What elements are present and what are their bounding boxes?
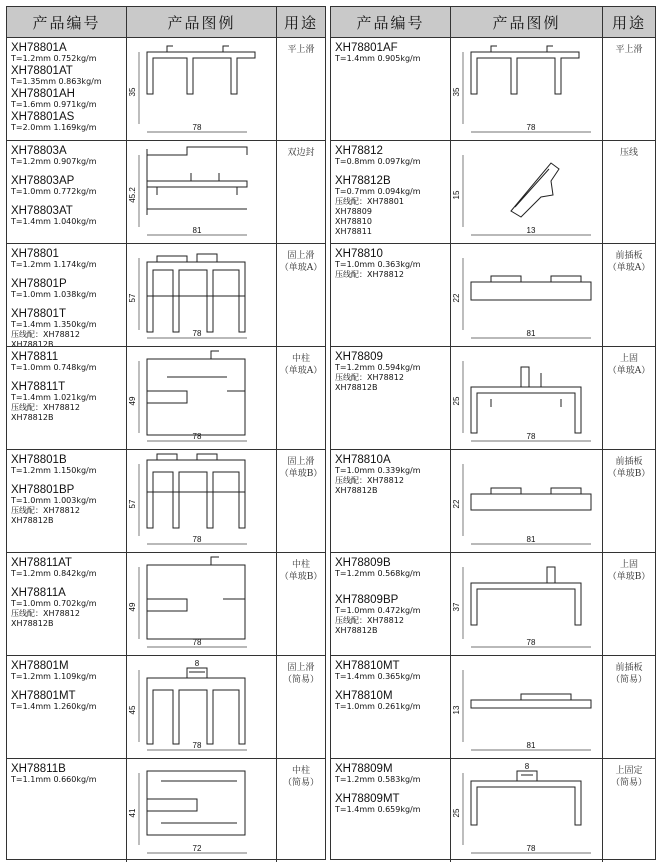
profile-drawing-cell bbox=[451, 244, 603, 346]
usage-text: （单玻A） bbox=[607, 263, 651, 273]
profile-drawing-cell bbox=[127, 759, 277, 862]
paired-model: XH78812 bbox=[367, 476, 404, 485]
width-dimension: 81 bbox=[526, 329, 536, 338]
model-spec: T=1.4mm 1.040kg/m bbox=[11, 217, 97, 226]
model-spec: T=1.0mm 0.748kg/m bbox=[11, 363, 97, 372]
usage-cell bbox=[277, 141, 325, 243]
usage-text: （单玻A） bbox=[607, 366, 651, 376]
model-spec: T=1.2mm 0.583kg/m bbox=[335, 775, 421, 784]
width-dimension: 78 bbox=[526, 432, 536, 441]
model-spec: T=1.35mm 0.863kg/m bbox=[11, 77, 102, 86]
spacer bbox=[11, 197, 123, 204]
model-spec: T=1.2mm 0.752kg/m bbox=[11, 54, 97, 63]
model-spec: T=1.0mm 0.472kg/m bbox=[335, 606, 421, 615]
profile-drawing-cell bbox=[451, 553, 603, 655]
model-number: XH78801AS bbox=[11, 111, 75, 123]
profile-drawing bbox=[127, 244, 277, 346]
profile-outline bbox=[147, 557, 245, 639]
pairing-line bbox=[335, 373, 447, 383]
spacer bbox=[11, 476, 123, 483]
model-spec: T=1.0mm 0.363kg/m bbox=[335, 260, 421, 269]
usage-cell bbox=[603, 450, 655, 552]
usage-text: （单玻B） bbox=[279, 469, 323, 479]
usage-cell bbox=[603, 244, 655, 346]
width-dimension: 78 bbox=[192, 329, 202, 338]
pairing-label: 压线配： bbox=[335, 197, 367, 206]
usage-text: 平上滑 bbox=[615, 45, 643, 55]
product-codes-cell bbox=[7, 141, 127, 243]
height-dimension: 25 bbox=[452, 808, 461, 818]
usage-text: 上固定 bbox=[615, 766, 643, 776]
table-row bbox=[331, 347, 655, 450]
model-spec: T=1.2mm 1.174kg/m bbox=[11, 260, 97, 269]
model-spec: T=1.2mm 0.594kg/m bbox=[335, 363, 421, 372]
width-dimension: 78 bbox=[192, 123, 202, 132]
profile-drawing-cell bbox=[127, 553, 277, 655]
model-spec: T=1.4mm 0.659kg/m bbox=[335, 805, 421, 814]
model-number: XH78801T bbox=[11, 308, 66, 320]
height-dimension: 49 bbox=[128, 396, 137, 406]
usage-cell bbox=[277, 553, 325, 655]
profile-outline bbox=[511, 163, 559, 217]
profile-outline bbox=[147, 668, 245, 744]
profile-outline bbox=[471, 276, 591, 300]
model-spec: T=1.2mm 0.842kg/m bbox=[11, 569, 97, 578]
height-dimension: 22 bbox=[452, 499, 461, 509]
header-use: 用途 bbox=[283, 13, 318, 32]
model-number: XH78810A bbox=[335, 454, 391, 466]
profile-drawing bbox=[451, 141, 603, 243]
pairing-line bbox=[335, 270, 447, 280]
paired-model: XH78812B bbox=[11, 340, 54, 346]
model-number: XH78810MT bbox=[335, 660, 400, 672]
product-codes-cell bbox=[331, 141, 451, 243]
header-drawing: 产品图例 bbox=[451, 7, 603, 37]
header-code: 产品编号 bbox=[331, 7, 451, 37]
model-number: XH78811A bbox=[11, 587, 66, 599]
paired-model: XH78811 bbox=[335, 227, 372, 236]
profile-outline bbox=[471, 367, 581, 433]
product-codes-cell bbox=[7, 759, 127, 862]
profile-outline bbox=[471, 488, 591, 510]
profile-outline bbox=[147, 46, 255, 94]
model-number: XH78801A bbox=[11, 42, 67, 54]
paired-model: XH78810 bbox=[335, 217, 372, 226]
usage-cell bbox=[277, 759, 325, 862]
model-spec: T=1.4mm 1.260kg/m bbox=[11, 702, 97, 711]
product-codes-cell bbox=[7, 244, 127, 346]
model-number: XH78811 bbox=[11, 351, 59, 363]
usage-text: （单玻B） bbox=[279, 572, 323, 582]
pairing-line bbox=[11, 516, 123, 526]
model-number: XH78803AP bbox=[11, 175, 75, 187]
spacer bbox=[335, 167, 447, 174]
height-dimension: 35 bbox=[452, 87, 461, 97]
pairing-line bbox=[11, 506, 123, 516]
table-row bbox=[7, 347, 325, 450]
spacer bbox=[11, 270, 123, 277]
paired-model: XH78812B bbox=[335, 486, 378, 495]
pairing-line bbox=[335, 207, 447, 217]
model-number: XH78803A bbox=[11, 145, 67, 157]
model-number: XH78809 bbox=[335, 351, 383, 363]
profile-drawing-cell bbox=[127, 38, 277, 140]
height-dimension: 25 bbox=[452, 396, 461, 406]
profile-drawing bbox=[127, 38, 277, 140]
model-number: XH78811T bbox=[11, 381, 66, 393]
usage-text: 中柱 bbox=[291, 560, 310, 570]
model-spec: T=1.0mm 0.339kg/m bbox=[335, 466, 421, 475]
usage-cell bbox=[277, 656, 325, 758]
usage-text: （简易） bbox=[282, 778, 319, 788]
usage-cell bbox=[603, 347, 655, 449]
model-spec: T=0.8mm 0.097kg/m bbox=[335, 157, 421, 166]
profile-drawing bbox=[127, 553, 277, 655]
profile-drawing-cell bbox=[451, 141, 603, 243]
model-number: XH78809B bbox=[335, 557, 391, 569]
usage-text: （单玻A） bbox=[279, 366, 323, 376]
product-codes-cell bbox=[331, 759, 451, 862]
profile-outline bbox=[471, 46, 579, 94]
paired-model: XH78812 bbox=[367, 616, 404, 625]
profile-drawing-cell bbox=[451, 347, 603, 449]
model-spec: T=1.0mm 0.772kg/m bbox=[11, 187, 97, 196]
usage-cell bbox=[603, 38, 655, 140]
paired-model: XH78801 bbox=[367, 197, 404, 206]
usage-text: 中柱 bbox=[291, 354, 310, 364]
product-codes-cell bbox=[7, 553, 127, 655]
height-dimension: 35 bbox=[128, 87, 137, 97]
spacer bbox=[335, 586, 447, 593]
model-number: XH78811B bbox=[11, 763, 66, 775]
usage-text: 固上滑 bbox=[287, 663, 315, 673]
model-number: XH78801 bbox=[11, 248, 59, 260]
spacer bbox=[335, 785, 447, 792]
paired-model: XH78812B bbox=[11, 516, 54, 525]
model-spec: T=1.4mm 0.905kg/m bbox=[335, 54, 421, 63]
model-number: XH78801B bbox=[11, 454, 67, 466]
width-dimension: 81 bbox=[526, 535, 536, 544]
width-dimension: 78 bbox=[526, 844, 536, 853]
product-codes-cell bbox=[331, 347, 451, 449]
usage-cell bbox=[277, 450, 325, 552]
usage-cell bbox=[277, 244, 325, 346]
model-spec: T=0.7mm 0.094kg/m bbox=[335, 187, 421, 196]
usage-cell bbox=[603, 553, 655, 655]
usage-text: （简易） bbox=[282, 675, 319, 685]
spacer bbox=[11, 682, 123, 689]
width-dimension: 81 bbox=[526, 741, 536, 750]
spacer bbox=[335, 579, 447, 586]
usage-cell bbox=[603, 141, 655, 243]
model-number: XH78801AF bbox=[335, 42, 398, 54]
paired-model: XH78812B bbox=[11, 619, 54, 628]
product-codes-cell bbox=[331, 450, 451, 552]
model-number: XH78812 bbox=[335, 145, 383, 157]
profile-drawing bbox=[127, 141, 277, 243]
profile-outline bbox=[147, 771, 245, 835]
usage-text: （简易） bbox=[610, 675, 647, 685]
usage-text: 上固 bbox=[619, 354, 638, 364]
model-number: XH78809BP bbox=[335, 594, 399, 606]
pairing-label: 压线配： bbox=[335, 373, 367, 382]
profile-drawing bbox=[127, 759, 277, 861]
height-dimension: 57 bbox=[128, 293, 137, 303]
model-spec: T=1.1mm 0.660kg/m bbox=[11, 775, 97, 784]
profile-drawing bbox=[127, 450, 277, 552]
model-number: XH78801AH bbox=[11, 88, 75, 100]
profile-drawing bbox=[127, 347, 277, 449]
profile-drawing bbox=[451, 656, 603, 758]
usage-text: （单玻B） bbox=[607, 572, 651, 582]
profile-drawing bbox=[451, 553, 603, 655]
model-number: XH78810M bbox=[335, 690, 393, 702]
model-number: XH78803AT bbox=[11, 205, 73, 217]
model-spec: T=1.2mm 0.907kg/m bbox=[11, 157, 97, 166]
profile-drawing bbox=[451, 347, 603, 449]
height-dimension: 13 bbox=[452, 705, 461, 715]
right-catalog-table bbox=[330, 6, 656, 860]
usage-cell bbox=[277, 38, 325, 140]
usage-text: 前插板 bbox=[615, 251, 643, 261]
profile-outline bbox=[147, 351, 245, 435]
table-row bbox=[331, 450, 655, 553]
product-codes-cell bbox=[7, 656, 127, 758]
header-drawing: 产品图例 bbox=[127, 7, 277, 37]
product-codes-cell bbox=[7, 38, 127, 140]
profile-drawing bbox=[451, 450, 603, 552]
usage-text: 前插板 bbox=[615, 457, 643, 467]
header-code: 产品编号 bbox=[7, 7, 127, 37]
table-row bbox=[331, 759, 655, 862]
pairing-line bbox=[11, 413, 123, 423]
model-spec: T=1.0mm 0.261kg/m bbox=[335, 702, 421, 711]
height-dimension: 45 bbox=[128, 705, 137, 715]
paired-model: XH78809 bbox=[335, 207, 372, 216]
product-codes-cell bbox=[7, 450, 127, 552]
pairing-line bbox=[11, 330, 123, 340]
model-number: XH78812B bbox=[335, 175, 391, 187]
width-dimension: 78 bbox=[192, 638, 202, 647]
profile-outline bbox=[147, 254, 245, 332]
table-row bbox=[7, 656, 325, 759]
spacer bbox=[11, 167, 123, 174]
height-dimension: 37 bbox=[452, 602, 461, 612]
model-number: XH78809MT bbox=[335, 793, 400, 805]
pairing-line bbox=[11, 403, 123, 413]
model-spec: T=2.0mm 1.169kg/m bbox=[11, 123, 97, 132]
height-dimension: 41 bbox=[128, 808, 137, 818]
model-number: XH78801M bbox=[11, 660, 69, 672]
table-row bbox=[7, 553, 325, 656]
pairing-label: 压线配： bbox=[335, 616, 367, 625]
pairing-label: 压线配： bbox=[11, 403, 43, 412]
pairing-line bbox=[335, 217, 447, 227]
profile-drawing bbox=[127, 656, 277, 758]
profile-outline bbox=[471, 567, 581, 625]
height-dimension: 15 bbox=[452, 190, 461, 200]
usage-text: （单玻B） bbox=[607, 469, 651, 479]
model-number: XH78801P bbox=[11, 278, 67, 290]
table-row bbox=[7, 244, 325, 347]
table-row bbox=[7, 450, 325, 553]
slot-dimension: 8 bbox=[194, 659, 200, 668]
width-dimension: 78 bbox=[192, 535, 202, 544]
spacer bbox=[11, 300, 123, 307]
pairing-label: 压线配： bbox=[11, 609, 43, 618]
usage-text: 固上滑 bbox=[287, 251, 315, 261]
usage-cell bbox=[603, 759, 655, 862]
usage-cell bbox=[603, 656, 655, 758]
profile-drawing-cell bbox=[127, 347, 277, 449]
product-codes-cell bbox=[331, 38, 451, 140]
model-number: XH78801AT bbox=[11, 65, 73, 77]
pairing-line bbox=[335, 626, 447, 636]
pairing-label: 压线配： bbox=[335, 270, 367, 279]
paired-model: XH78812 bbox=[43, 609, 80, 618]
usage-text: （单玻A） bbox=[279, 263, 323, 273]
table-row bbox=[331, 38, 655, 141]
profile-drawing bbox=[451, 759, 603, 861]
left-catalog-table bbox=[6, 6, 326, 860]
model-spec: T=1.0mm 1.003kg/m bbox=[11, 496, 97, 505]
model-number: XH78809M bbox=[335, 763, 393, 775]
pairing-line bbox=[335, 227, 447, 237]
paired-model: XH78812B bbox=[11, 413, 54, 422]
product-codes-cell bbox=[331, 244, 451, 346]
pairing-line bbox=[11, 340, 123, 346]
pairing-label: 压线配： bbox=[335, 476, 367, 485]
usage-text: 平上滑 bbox=[287, 45, 315, 55]
model-spec: T=1.0mm 1.038kg/m bbox=[11, 290, 97, 299]
profile-drawing-cell bbox=[127, 141, 277, 243]
height-dimension: 45.2 bbox=[128, 187, 137, 203]
profile-drawing bbox=[451, 244, 603, 346]
paired-model: XH78812 bbox=[43, 506, 80, 515]
model-number: XH78801MT bbox=[11, 690, 76, 702]
profile-outline bbox=[471, 694, 591, 708]
header-use: 用途 bbox=[611, 13, 646, 32]
model-number: XH78801BP bbox=[11, 484, 75, 496]
spacer bbox=[11, 579, 123, 586]
pairing-line bbox=[11, 609, 123, 619]
pairing-line bbox=[335, 486, 447, 496]
product-codes-cell bbox=[331, 656, 451, 758]
width-dimension: 13 bbox=[526, 226, 536, 235]
profile-drawing-cell bbox=[451, 450, 603, 552]
paired-model: XH78812 bbox=[367, 270, 404, 279]
width-dimension: 72 bbox=[192, 844, 202, 853]
pairing-line bbox=[335, 616, 447, 626]
product-codes-cell bbox=[331, 553, 451, 655]
profile-drawing bbox=[451, 38, 603, 140]
usage-text: （简易） bbox=[610, 778, 647, 788]
width-dimension: 78 bbox=[526, 123, 536, 132]
table-header bbox=[331, 7, 655, 38]
width-dimension: 78 bbox=[526, 638, 536, 647]
table-row bbox=[331, 141, 655, 244]
paired-model: XH78812B bbox=[335, 383, 378, 392]
table-header bbox=[7, 7, 325, 38]
profile-outline bbox=[147, 454, 245, 528]
profile-drawing-cell bbox=[127, 450, 277, 552]
height-dimension: 49 bbox=[128, 602, 137, 612]
height-dimension: 22 bbox=[452, 293, 461, 303]
paired-model: XH78812B bbox=[335, 626, 378, 635]
profile-outline bbox=[147, 147, 247, 215]
pairing-label: 压线配： bbox=[11, 506, 43, 515]
table-row bbox=[331, 244, 655, 347]
usage-text: 压线 bbox=[619, 148, 638, 158]
usage-text: 前插板 bbox=[615, 663, 643, 673]
model-spec: T=1.2mm 1.109kg/m bbox=[11, 672, 97, 681]
paired-model: XH78812 bbox=[367, 373, 404, 382]
profile-drawing-cell bbox=[451, 759, 603, 862]
pairing-line bbox=[11, 619, 123, 629]
pairing-label: 压线配： bbox=[11, 330, 43, 339]
slot-dimension: 8 bbox=[524, 762, 530, 771]
table-row bbox=[7, 38, 325, 141]
width-dimension: 81 bbox=[192, 226, 202, 235]
pairing-line bbox=[335, 476, 447, 486]
profile-drawing-cell bbox=[127, 656, 277, 758]
height-dimension: 57 bbox=[128, 499, 137, 509]
width-dimension: 78 bbox=[192, 432, 202, 441]
paired-model: XH78812 bbox=[43, 403, 80, 412]
profile-drawing-cell bbox=[127, 244, 277, 346]
spacer bbox=[11, 373, 123, 380]
usage-text: 双边封 bbox=[287, 148, 315, 158]
table-row bbox=[331, 656, 655, 759]
model-spec: T=1.0mm 0.702kg/m bbox=[11, 599, 97, 608]
model-number: XH78810 bbox=[335, 248, 383, 260]
usage-cell bbox=[277, 347, 325, 449]
table-row bbox=[7, 141, 325, 244]
table-row bbox=[331, 553, 655, 656]
pairing-line bbox=[335, 383, 447, 393]
table-row bbox=[7, 759, 325, 862]
width-dimension: 78 bbox=[192, 741, 202, 750]
model-spec: T=1.2mm 1.150kg/m bbox=[11, 466, 97, 475]
usage-text: 中柱 bbox=[291, 766, 310, 776]
profile-drawing-cell bbox=[451, 656, 603, 758]
model-spec: T=1.4mm 0.365kg/m bbox=[335, 672, 421, 681]
paired-model: XH78812 bbox=[43, 330, 80, 339]
usage-text: 固上滑 bbox=[287, 457, 315, 467]
product-codes-cell bbox=[7, 347, 127, 449]
profile-drawing-cell bbox=[451, 38, 603, 140]
model-spec: T=1.4mm 1.021kg/m bbox=[11, 393, 97, 402]
model-spec: T=1.2mm 0.568kg/m bbox=[335, 569, 421, 578]
pairing-line bbox=[335, 197, 447, 207]
model-spec: T=1.4mm 1.350kg/m bbox=[11, 320, 97, 329]
profile-outline bbox=[471, 771, 581, 825]
model-spec: T=1.6mm 0.971kg/m bbox=[11, 100, 97, 109]
spacer bbox=[335, 682, 447, 689]
model-number: XH78811AT bbox=[11, 557, 72, 569]
usage-text: 上固 bbox=[619, 560, 638, 570]
